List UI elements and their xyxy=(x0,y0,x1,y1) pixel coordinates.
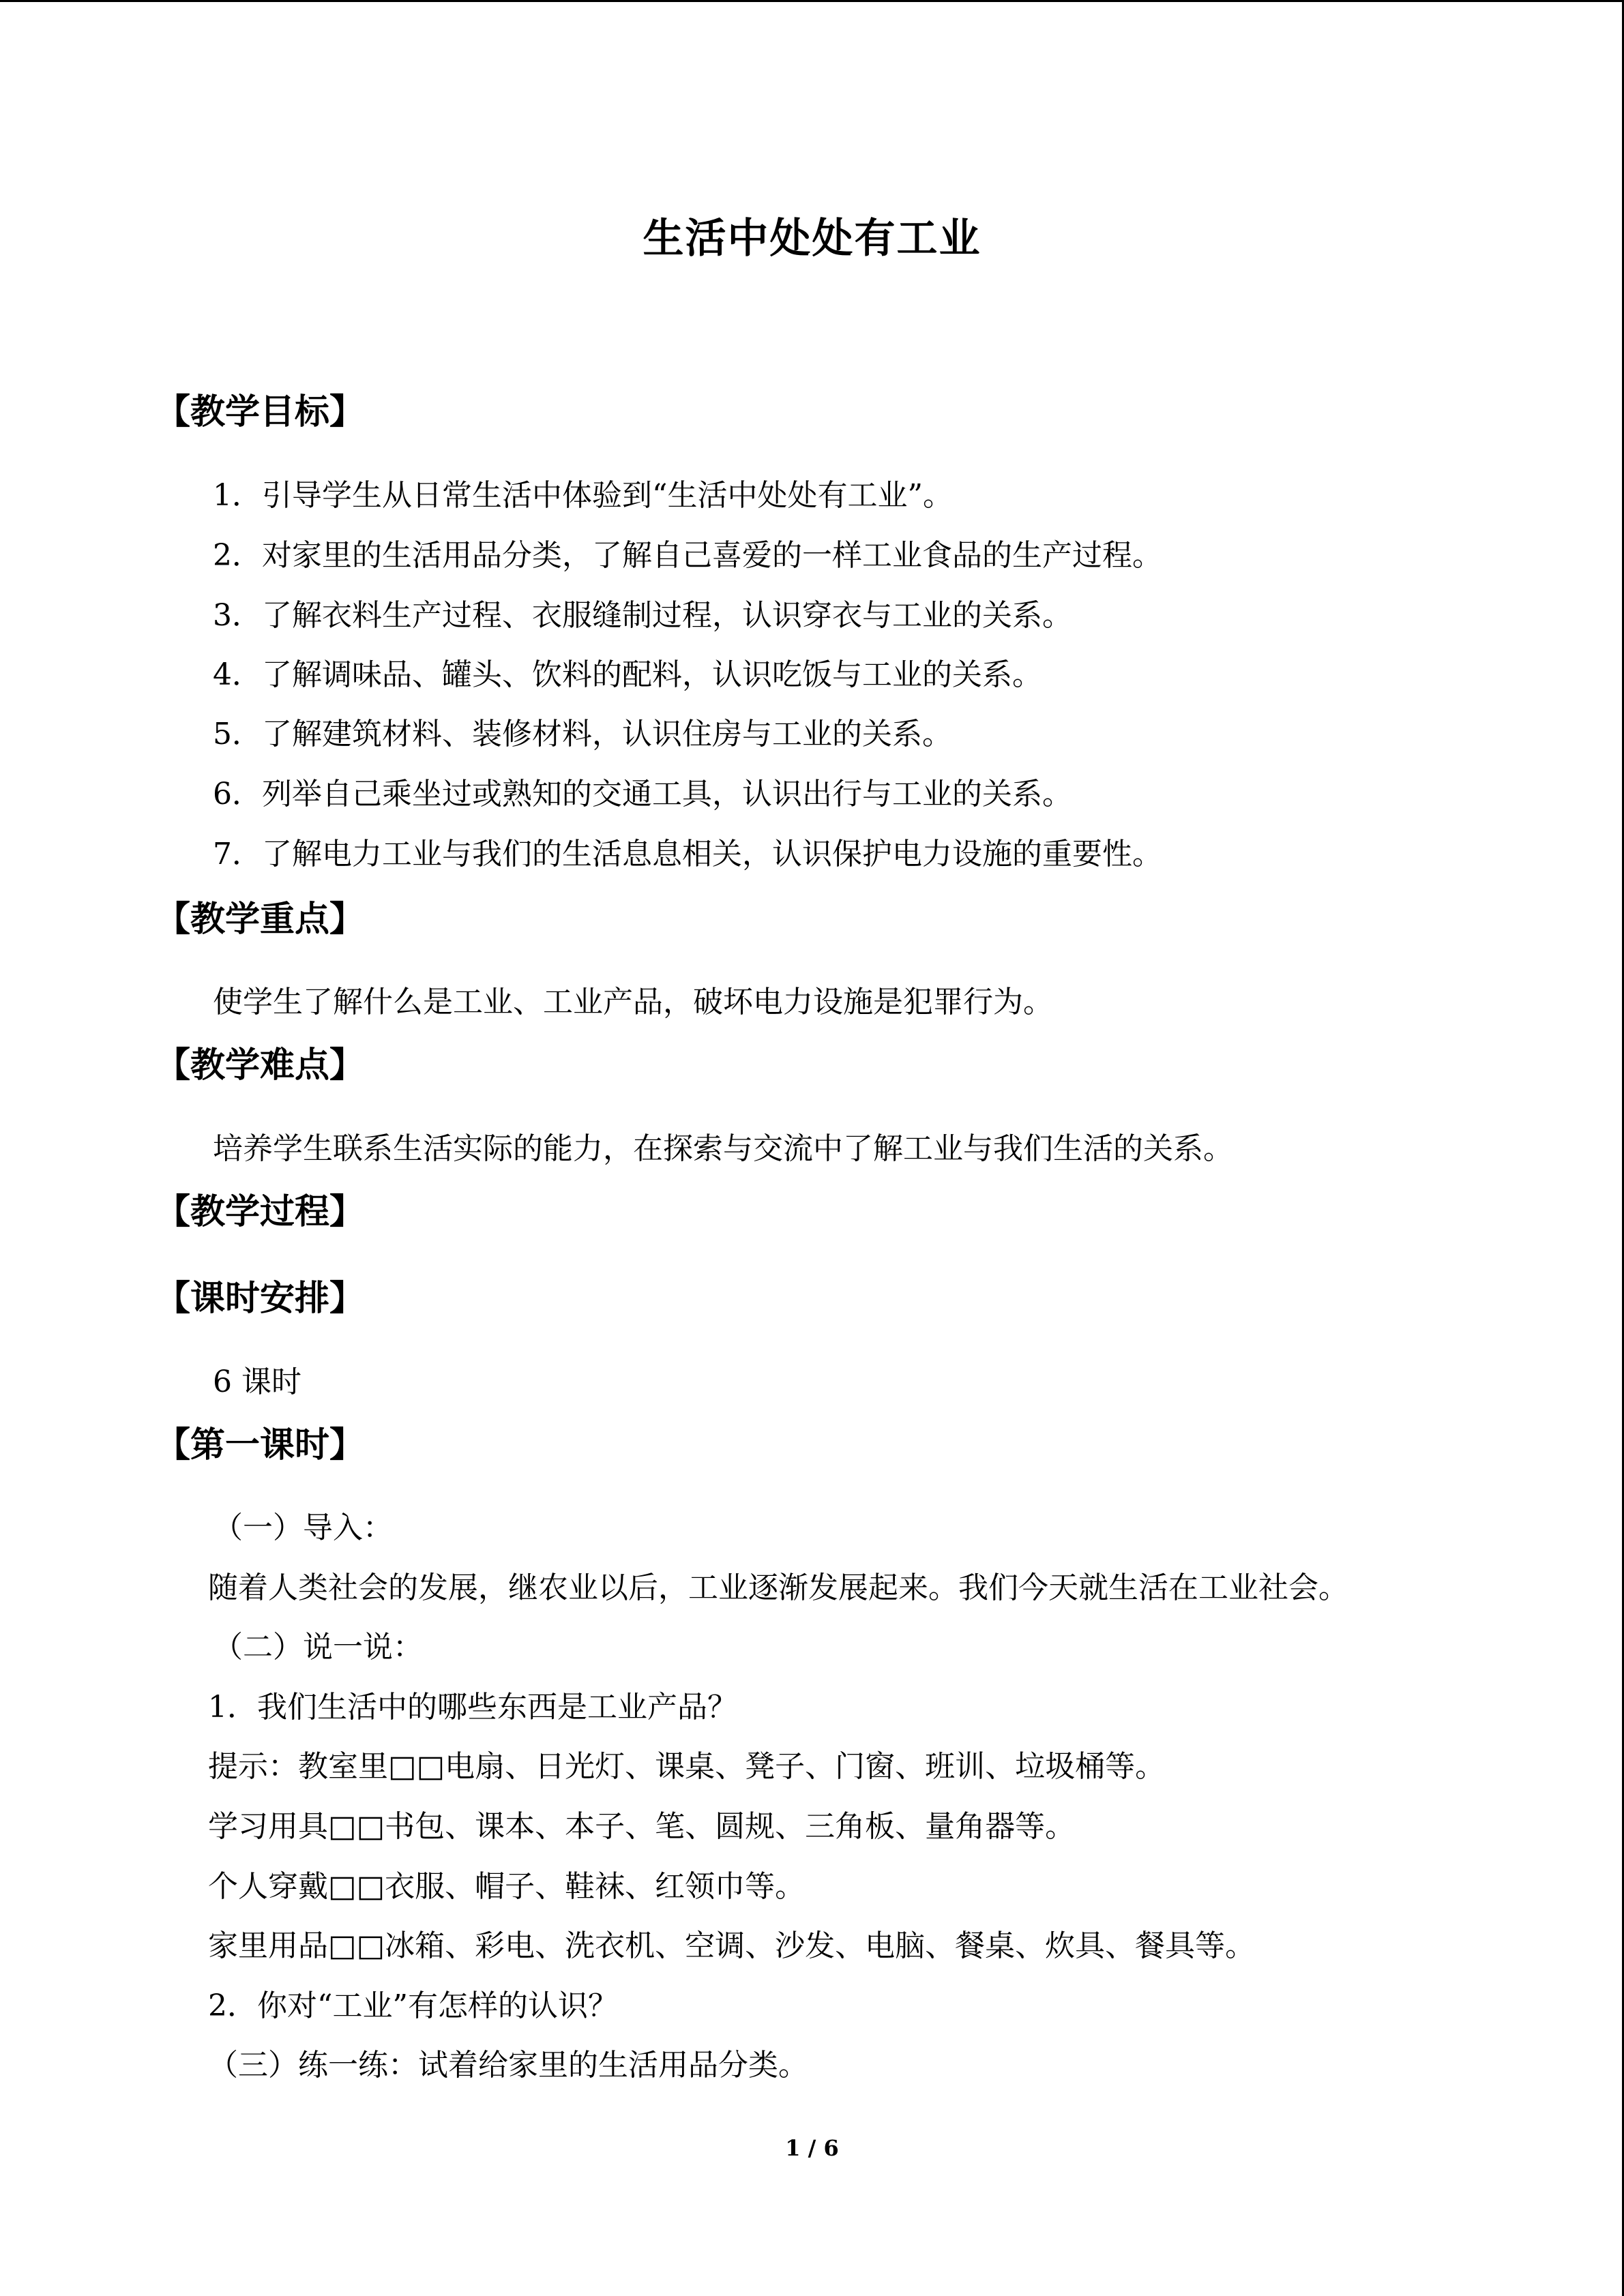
goal-item-7: 7．了解电力工业与我们的生活息息相关，认识保护电力设施的重要性。 xyxy=(213,837,1162,871)
goal-item-4: 4．了解调味品、罐头、饮料的配料，认识吃饭与工业的关系。 xyxy=(213,657,1042,692)
page-border-top xyxy=(0,0,1624,2)
lesson1-line-2: 随着人类社会的发展，继农业以后，工业逐渐发展起来。我们今天就生活在工业社会。 xyxy=(208,1570,1348,1605)
lesson1-line-3: （二）说一说： xyxy=(213,1630,423,1665)
goal-item-5: 5．了解建筑材料、装修材料，认识住房与工业的关系。 xyxy=(213,717,952,751)
goal-item-1: 1．引导学生从日常生活中体验到“生活中处处有工业”。 xyxy=(213,478,953,513)
goal-item-2: 2．对家里的生活用品分类，了解自己喜爱的一样工业食品的生产过程。 xyxy=(213,538,1162,573)
key-points-text: 使学生了解什么是工业、工业产品，破坏电力设施是犯罪行为。 xyxy=(213,985,1053,1019)
schedule-text: 6 课时 xyxy=(213,1365,301,1399)
lesson1-line-9: 2．你对“工业”有怎样的认识？ xyxy=(208,1988,618,2023)
lesson1-line-6: 学习用具□□书包、课本、本子、笔、圆规、三角板、量角器等。 xyxy=(208,1809,1076,1844)
goal-item-6: 6．列举自己乘坐过或熟知的交通工具，认识出行与工业的关系。 xyxy=(213,777,1072,811)
page-number: 1 / 6 xyxy=(785,2135,839,2161)
heading-process: 【教学过程】 xyxy=(156,1192,365,1232)
document-title: 生活中处处有工业 xyxy=(643,215,981,263)
heading-teaching-goals: 【教学目标】 xyxy=(156,392,365,432)
difficulties-text: 培养学生联系生活实际的能力，在探索与交流中了解工业与我们生活的关系。 xyxy=(213,1131,1233,1166)
lesson1-line-7: 个人穿戴□□衣服、帽子、鞋袜、红领巾等。 xyxy=(208,1869,806,1904)
lesson1-line-1: （一）导入： xyxy=(213,1510,393,1545)
heading-key-points: 【教学重点】 xyxy=(156,899,365,940)
lesson1-line-4: 1．我们生活中的哪些东西是工业产品？ xyxy=(208,1690,737,1725)
heading-schedule: 【课时安排】 xyxy=(156,1279,365,1319)
lesson1-line-8: 家里用品□□冰箱、彩电、洗衣机、空调、沙发、电脑、餐桌、炊具、餐具等。 xyxy=(208,1928,1256,1963)
lesson1-line-10: （三）练一练：试着给家里的生活用品分类。 xyxy=(208,2048,808,2083)
lesson1-line-5: 提示：教室里□□电扇、日光灯、课桌、凳子、门窗、班训、垃圾桶等。 xyxy=(208,1749,1166,1784)
heading-difficulties: 【教学难点】 xyxy=(156,1045,365,1086)
heading-lesson-1: 【第一课时】 xyxy=(156,1425,365,1465)
goal-item-3: 3．了解衣料生产过程、衣服缝制过程，认识穿衣与工业的关系。 xyxy=(213,598,1072,633)
